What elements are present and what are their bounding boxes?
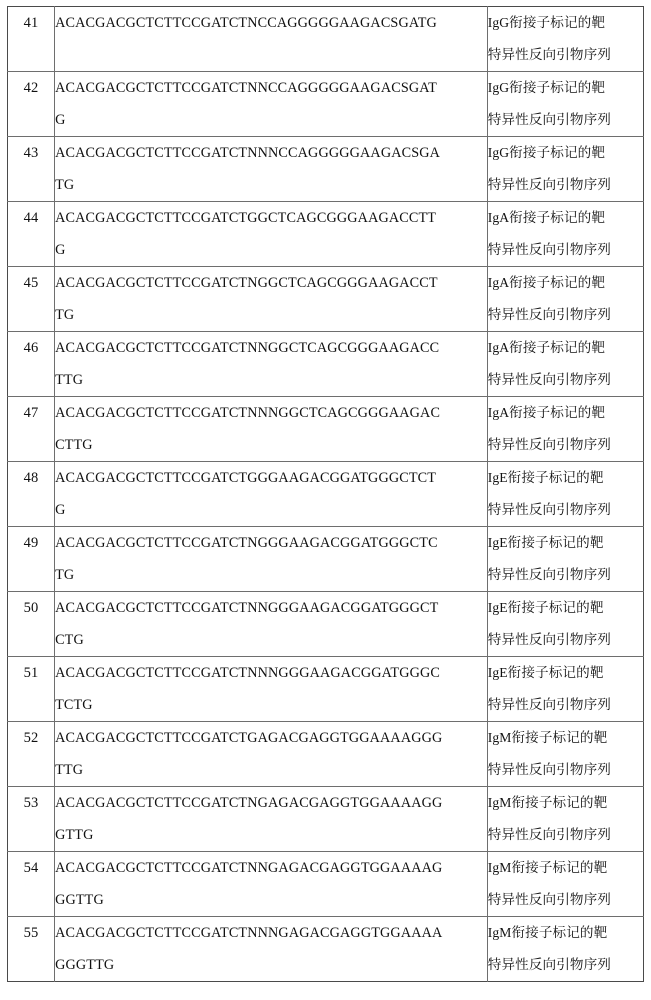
table-row: [8, 7, 644, 72]
sequence-line: ACACGACGCTCTTCCGATCTNGGGAAGACGGATGGGCTC: [55, 535, 438, 551]
sequence-cell: [55, 917, 488, 982]
sequence-cell: [55, 137, 488, 202]
sequence-line: ACACGACGCTCTTCCGATCTGAGACGAGGTGGAAAAGGG: [55, 730, 443, 746]
sequence-cell: [55, 7, 488, 72]
table-row: [8, 202, 644, 267]
description-line: 特异性反向引物序列: [487, 957, 611, 972]
row-index-cell: 46: [8, 332, 55, 397]
sequence-line: ACACGACGCTCTTCCGATCTNNNCCAGGGGGAAGACSGA: [55, 145, 441, 161]
table-row: [8, 332, 644, 397]
description-cell: [487, 7, 643, 72]
sequence-line: ACACGACGCTCTTCCGATCTNNGAGACGAGGTGGAAAAG: [55, 860, 443, 876]
sequence-line: G: [55, 242, 66, 258]
sequence-line: ACACGACGCTCTTCCGATCTGGGAAGACGGATGGGCTCT: [55, 470, 437, 486]
description-cell: [487, 787, 643, 852]
sequence-line: ACACGACGCTCTTCCGATCTNNNGGCTCAGCGGGAAGAC: [55, 405, 441, 421]
description-cell: [487, 657, 643, 722]
description-cell: [487, 462, 643, 527]
table-row: [8, 462, 644, 527]
sequence-cell: [55, 332, 488, 397]
row-index-cell: 50: [8, 592, 55, 657]
table-row: [8, 592, 644, 657]
row-index-cell: 43: [8, 137, 55, 202]
description-line: 特异性反向引物序列: [487, 827, 611, 842]
description-line: 特异性反向引物序列: [487, 112, 611, 127]
description-cell: [487, 527, 643, 592]
sequence-line: ACACGACGCTCTTCCGATCTNNGGCTCAGCGGGAAGACC: [55, 340, 440, 356]
table-row: [8, 397, 644, 462]
row-index-cell: 45: [8, 267, 55, 332]
row-index-cell: 49: [8, 527, 55, 592]
description-line: IgM衔接子标记的靶: [487, 925, 608, 940]
description-line: IgM衔接子标记的靶: [487, 860, 608, 875]
description-cell: [487, 852, 643, 917]
sequence-cell: [55, 852, 488, 917]
sequence-cell: [55, 202, 488, 267]
description-cell: [487, 332, 643, 397]
description-line: IgG衔接子标记的靶: [487, 80, 606, 95]
sequence-cell: [55, 267, 488, 332]
sequence-cell: [55, 787, 488, 852]
description-line: 特异性反向引物序列: [487, 437, 611, 452]
sequence-line: TG: [55, 307, 75, 323]
description-line: IgA衔接子标记的靶: [487, 275, 606, 290]
description-line: IgG衔接子标记的靶: [487, 145, 606, 160]
sequence-line: ACACGACGCTCTTCCGATCTNNNGGGAAGACGGATGGGC: [55, 665, 441, 681]
sequence-line: G: [55, 502, 66, 518]
description-line: 特异性反向引物序列: [487, 242, 611, 257]
description-cell: [487, 202, 643, 267]
sequence-cell: [55, 592, 488, 657]
sequence-cell: [55, 462, 488, 527]
table-row: [8, 72, 644, 137]
description-line: IgE衔接子标记的靶: [487, 600, 604, 615]
sequence-line: G: [55, 112, 66, 128]
sequence-line: CTG: [55, 632, 84, 648]
description-line: IgE衔接子标记的靶: [487, 535, 604, 550]
table-row: [8, 722, 644, 787]
row-index-cell: 55: [8, 917, 55, 982]
sequence-line: ACACGACGCTCTTCCGATCTNNNGAGACGAGGTGGAAAA: [55, 925, 443, 941]
sequence-line: TCTG: [55, 697, 93, 713]
sequence-line: ACACGACGCTCTTCCGATCTNNCCAGGGGGAAGACSGAT: [55, 80, 437, 96]
table-row: [8, 852, 644, 917]
row-index-cell: 44: [8, 202, 55, 267]
sequence-line: TG: [55, 567, 75, 583]
table-row: [8, 267, 644, 332]
sequence-line: TTG: [55, 762, 84, 778]
sequence-cell: [55, 527, 488, 592]
table-row: [8, 527, 644, 592]
description-line: IgG衔接子标记的靶: [487, 15, 606, 30]
description-cell: [487, 592, 643, 657]
description-line: IgA衔接子标记的靶: [487, 405, 606, 420]
sequence-table-body: [8, 7, 644, 982]
description-line: IgM衔接子标记的靶: [487, 795, 608, 810]
table-row: [8, 787, 644, 852]
row-index-cell: 53: [8, 787, 55, 852]
description-line: 特异性反向引物序列: [487, 567, 611, 582]
table-row: [8, 657, 644, 722]
sequence-line: ACACGACGCTCTTCCGATCTNGGCTCAGCGGGAAGACCT: [55, 275, 438, 291]
sequence-line: GGGTTG: [55, 957, 115, 973]
sequence-cell: [55, 397, 488, 462]
table-row: [8, 917, 644, 982]
sequence-cell: [55, 72, 488, 137]
description-line: 特异性反向引物序列: [487, 372, 611, 387]
description-line: IgA衔接子标记的靶: [487, 340, 606, 355]
description-line: IgE衔接子标记的靶: [487, 665, 604, 680]
description-cell: [487, 267, 643, 332]
description-line: 特异性反向引物序列: [487, 502, 611, 517]
sequence-line: TTG: [55, 372, 84, 388]
row-index-cell: 52: [8, 722, 55, 787]
description-cell: [487, 722, 643, 787]
sequence-line: GTTG: [55, 827, 94, 843]
sequence-line: CTTG: [55, 437, 93, 453]
description-line: 特异性反向引物序列: [487, 892, 611, 907]
description-line: IgE衔接子标记的靶: [487, 470, 604, 485]
row-index-cell: 54: [8, 852, 55, 917]
description-line: 特异性反向引物序列: [487, 177, 611, 192]
table-row: [8, 137, 644, 202]
description-line: IgA衔接子标记的靶: [487, 210, 606, 225]
description-cell: [487, 137, 643, 202]
description-line: 特异性反向引物序列: [487, 697, 611, 712]
sequence-cell: [55, 657, 488, 722]
row-index-cell: 51: [8, 657, 55, 722]
sequence-line: ACACGACGCTCTTCCGATCTNGAGACGAGGTGGAAAAGG: [55, 795, 443, 811]
description-line: IgM衔接子标记的靶: [487, 730, 608, 745]
sequence-line: ACACGACGCTCTTCCGATCTNNGGGAAGACGGATGGGCT: [55, 600, 439, 616]
sequence-line: ACACGACGCTCTTCCGATCTNCCAGGGGGAAGACSGATG: [55, 15, 437, 31]
description-line: 特异性反向引物序列: [487, 762, 611, 777]
description-line: 特异性反向引物序列: [487, 47, 611, 62]
description-cell: [487, 72, 643, 137]
sequence-line: GGTTG: [55, 892, 104, 908]
row-index-cell: 48: [8, 462, 55, 527]
row-index-cell: 47: [8, 397, 55, 462]
sequence-table: [7, 6, 644, 982]
row-index-cell: 41: [8, 7, 55, 72]
sequence-line: ACACGACGCTCTTCCGATCTGGCTCAGCGGGAAGACCTT: [55, 210, 437, 226]
description-line: 特异性反向引物序列: [487, 632, 611, 647]
sequence-line: TG: [55, 177, 75, 193]
description-cell: [487, 397, 643, 462]
description-line: 特异性反向引物序列: [487, 307, 611, 322]
row-index-cell: 42: [8, 72, 55, 137]
sequence-cell: [55, 722, 488, 787]
description-cell: [487, 917, 643, 982]
